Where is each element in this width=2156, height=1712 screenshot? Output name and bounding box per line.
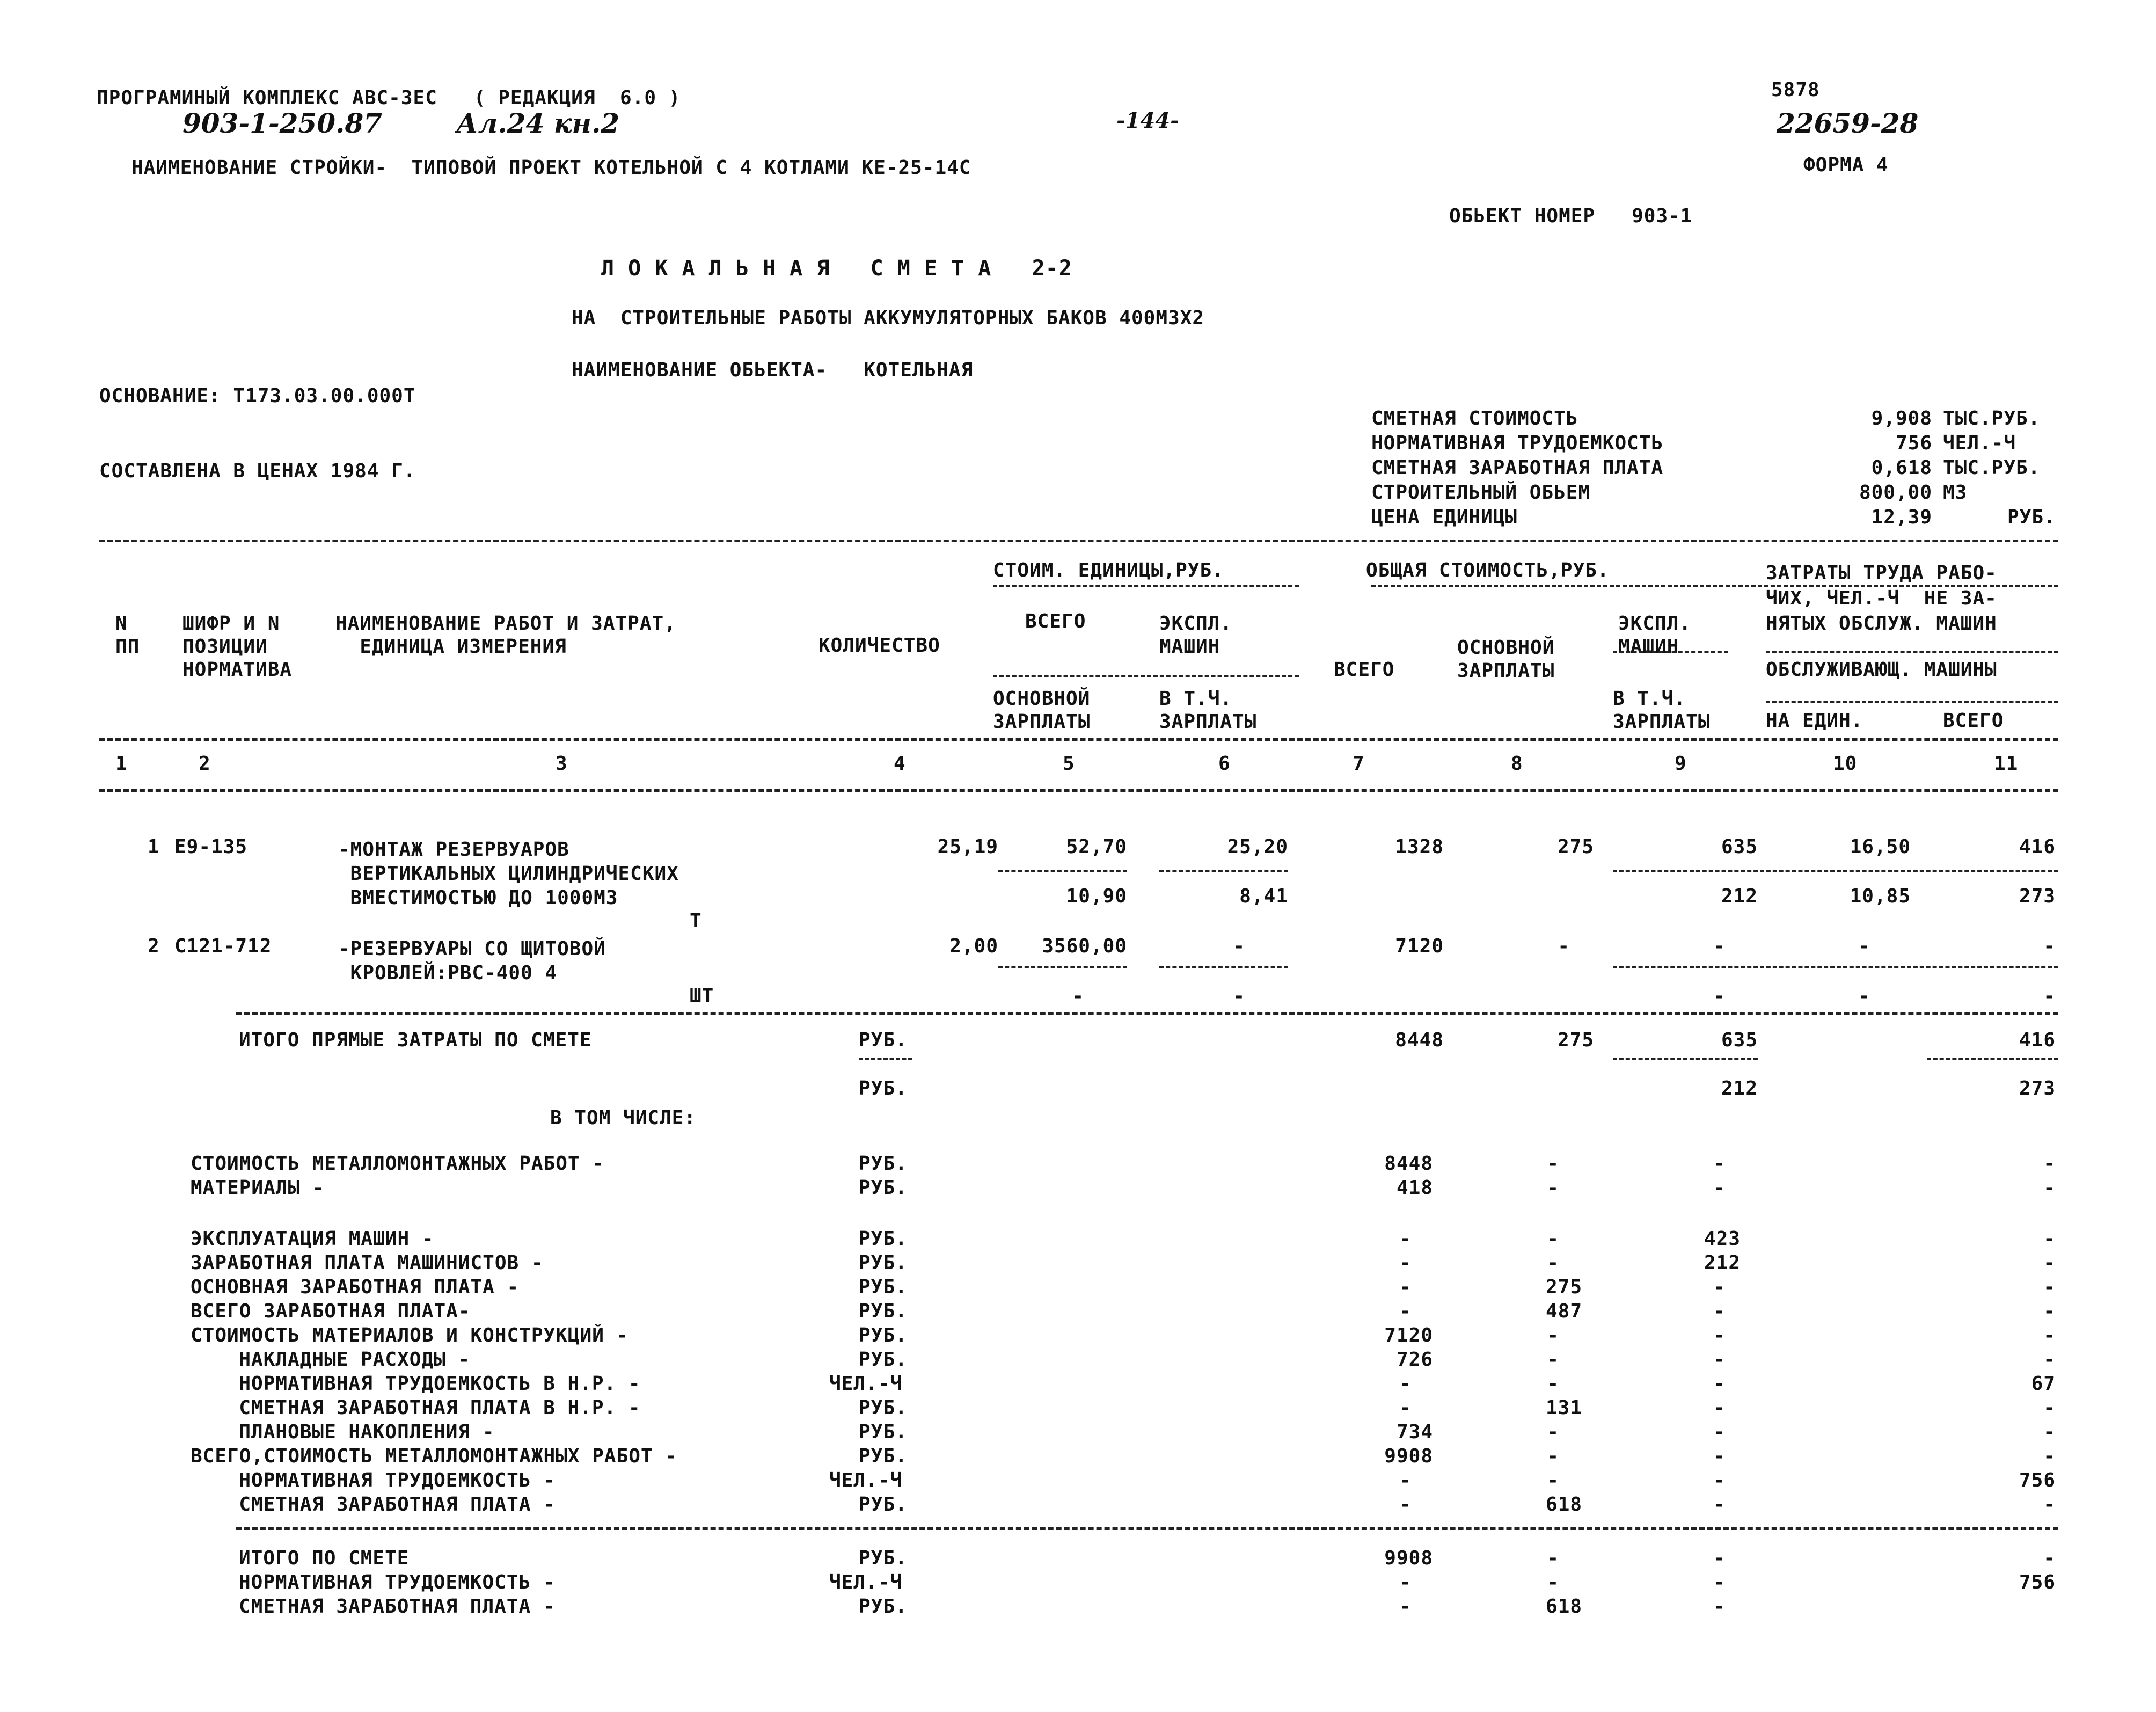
breakdown-unit: РУБ. [859,1153,908,1175]
row-underline [1613,870,2058,872]
program-name: ПРОГРАМИНЫЙ КОМПЛЕКС АВС-3ЕС ( РЕДАКЦИЯ 6.0 ) [97,87,681,109]
breakdown-label: СТОИМОСТЬ МЕТАЛЛОМОНТАЖНЫХ РАБОТ - [191,1153,604,1175]
breakdown-c7: - [1399,1252,1412,1274]
row-c6b: - [1233,985,1245,1007]
breakdown-c9: 212 [1704,1252,1741,1274]
breakdown-c8: - [1547,1153,1559,1175]
totals-c11: 756 [2019,1571,2056,1593]
row-c5b: 10,90 [1066,885,1127,907]
breakdown-c9: - [1713,1373,1726,1395]
breakdown-unit: РУБ. [859,1445,908,1467]
row-c10: - [1858,935,1870,957]
column-number: 5 [1063,753,1075,775]
breakdown-c7: 7120 [1384,1324,1433,1346]
row-c9b: 212 [1721,885,1758,907]
breakdown-unit: РУБ. [859,1177,908,1199]
breakdown-label: НАКЛАДНЫЕ РАСХОДЫ - [215,1349,471,1371]
unit-incl-wage-header: В Т.Ч. ЗАРПЛАТЫ [1159,688,1257,733]
row-qty: 25,19 [937,836,998,858]
breakdown-c11: 67 [2031,1373,2056,1395]
breakdown-c11: 756 [2019,1469,2056,1491]
breakdown-unit: РУБ. [859,1324,908,1346]
row-c10b: 10,85 [1850,885,1911,907]
row-unit: ШТ [690,985,714,1007]
breakdown-c11: - [2043,1494,2056,1516]
rule-header-inner [1371,585,2058,587]
breakdown-unit: РУБ. [859,1228,908,1250]
direct-costs-unit-2: РУБ. [859,1077,908,1099]
total-cost-header: ОБЩАЯ СТОИМОСТЬ,РУБ. [1366,559,1610,581]
breakdown-c7: - [1399,1373,1412,1395]
breakdown-label: НОРМАТИВНАЯ ТРУДОЕМКОСТЬ - [215,1469,556,1491]
object-number: ОБЬЕКТ НОМЕР 903-1 [1449,205,1693,227]
breakdown-c8: - [1547,1373,1559,1395]
breakdown-label: НОРМАТИВНАЯ ТРУДОЕМКОСТЬ В Н.Р. - [215,1373,641,1395]
direct-costs-c8: 275 [1557,1029,1594,1051]
totals-c9: - [1713,1571,1726,1593]
column-number: 7 [1353,753,1365,775]
object-name: НАИМЕНОВАНИЕ ОБЬЕКТА- КОТЕЛЬНАЯ [572,359,974,381]
direct-costs-c7: 8448 [1395,1029,1444,1051]
totals-c7: - [1399,1571,1412,1593]
summary-label: СМЕТНАЯ СТОИМОСТЬ [1371,407,1578,429]
totals-c7: - [1399,1596,1412,1618]
rule-header-inner [1766,651,2058,653]
unit-cost-header: СТОИМ. ЕДИНИЦЫ,РУБ. [993,559,1224,581]
totals-c8: - [1547,1571,1559,1593]
breakdown-unit: ЧЕЛ.-Ч [829,1469,903,1491]
breakdown-c8: - [1547,1445,1559,1467]
total-machines-header: ЭКСПЛ. МАШИН [1618,613,1692,658]
totals-unit: РУБ. [859,1547,908,1569]
breakdown-label: СМЕТНАЯ ЗАРАБОТНАЯ ПЛАТА В Н.Р. - [215,1397,641,1419]
including-label: В ТОМ ЧИСЛЕ: [550,1107,697,1129]
summary-unit: М3 [1943,482,1968,504]
breakdown-c11: - [2043,1324,2056,1346]
rule-rows-bottom [236,1012,2058,1015]
labor-service-header: ОБСЛУЖИВАЮЩ. МАШИНЫ [1766,659,1997,681]
unit-machines-header: ЭКСПЛ. МАШИН [1159,613,1233,658]
breakdown-c7: 726 [1396,1349,1433,1371]
summary-label: СТРОИТЕЛЬНЫЙ ОБЬЕМ [1371,482,1591,504]
row-c11: 416 [2019,836,2056,858]
col-num-header: N ПП [115,613,140,658]
breakdown-unit: РУБ. [859,1300,908,1322]
rule-totals-top [236,1527,2058,1530]
summary-label: СМЕТНАЯ ЗАРАБОТНАЯ ПЛАТА [1371,457,1664,479]
breakdown-unit: РУБ. [859,1397,908,1419]
breakdown-label: СМЕТНАЯ ЗАРАБОТНАЯ ПЛАТА - [215,1494,556,1516]
totals-unit: РУБ. [859,1596,908,1618]
row-underline [998,870,1127,872]
breakdown-label: ВСЕГО,СТОИМОСТЬ МЕТАЛЛОМОНТАЖНЫХ РАБОТ - [191,1445,677,1467]
summary-value: 0,618 [1871,457,1932,479]
breakdown-c11: - [2043,1228,2056,1250]
row-c9b: - [1713,985,1726,1007]
direct-costs-c11b: 273 [2019,1077,2056,1099]
breakdown-c9: - [1713,1324,1726,1346]
breakdown-c7: 734 [1396,1421,1433,1443]
page-number: -144- [1116,108,1179,133]
breakdown-c9: - [1713,1445,1726,1467]
breakdown-c9: - [1713,1177,1726,1199]
direct-costs-label: ИТОГО ПРЯМЫЕ ЗАТРАТЫ ПО СМЕТЕ [239,1029,592,1051]
document-subtitle: НА СТРОИТЕЛЬНЫЕ РАБОТЫ АККУМУЛЯТОРНЫХ БАКОВ 400М3Х2 [572,307,1205,329]
row-name: -РЕЗЕРВУАРЫ СО ЩИТОВОЙ КРОВЛЕЙ:РВС-400 4 [338,938,606,984]
col-name-header: НАИМЕНОВАНИЕ РАБОТ И ЗАТРАТ, ЕДИНИЦА ИЗМЕРЕНИЯ [335,613,676,658]
breakdown-c9: 423 [1704,1228,1741,1250]
column-number: 3 [556,753,568,775]
row-c11b: 273 [2019,885,2056,907]
breakdown-label: ВСЕГО ЗАРАБОТНАЯ ПЛАТА- [191,1300,471,1322]
breakdown-label: ЭКСПЛУАТАЦИЯ МАШИН - [191,1228,434,1250]
rule-header-inner [1613,651,1728,653]
breakdown-c8: - [1547,1252,1559,1274]
column-number: 9 [1675,753,1687,775]
breakdown-c11: - [2043,1177,2056,1199]
breakdown-c11: - [2043,1153,2056,1175]
summary-unit: РУБ. [2007,506,2056,528]
breakdown-c9: - [1713,1349,1726,1371]
labor-header: ЗАТРАТЫ ТРУДА РАБО- ЧИХ, ЧЕЛ.-Ч НЕ ЗА- НЯТЫХ ОБСЛУЖ. МАШИН [1766,562,1997,635]
row-underline [1927,1058,2058,1060]
breakdown-c11: - [2043,1349,2056,1371]
breakdown-c9: - [1713,1276,1726,1298]
row-c8: 275 [1557,836,1594,858]
row-unit: Т [690,910,702,932]
row-c8: - [1558,935,1570,957]
column-number: 1 [115,753,128,775]
rule-header-inner [993,675,1299,677]
summary-value: 9,908 [1871,407,1932,429]
rule-header-inner [1766,701,2058,703]
construction-name: НАИМЕНОВАНИЕ СТРОЙКИ- ТИПОВОЙ ПРОЕКТ КОТЕЛЬНОЙ С 4 КОТЛАМИ КЕ-25-14С [131,157,971,179]
row-number: 1 [148,836,160,858]
direct-costs-c11: 416 [2019,1029,2056,1051]
rule-numbers-bottom [99,789,2058,792]
breakdown-c8: 487 [1546,1300,1583,1322]
total-all-header: ВСЕГО [1334,659,1395,681]
row-c6: - [1233,935,1245,957]
breakdown-c11: - [2043,1445,2056,1467]
summary-value: 756 [1895,432,1932,454]
totals-c8: - [1547,1547,1559,1569]
summary-unit: ЧЕЛ.-Ч [1943,432,2016,454]
row-c7: 1328 [1395,836,1444,858]
breakdown-c7: - [1399,1494,1412,1516]
breakdown-c8: 618 [1546,1494,1583,1516]
breakdown-c7: - [1399,1276,1412,1298]
doc-code-handwritten: 22659-28 [1777,107,1919,139]
breakdown-c8: - [1547,1324,1559,1346]
breakdown-c11: - [2043,1421,2056,1443]
row-c5: 3560,00 [1042,935,1127,957]
row-c9: 635 [1721,836,1758,858]
breakdown-c7: - [1399,1469,1412,1491]
unit-base-wage-header: ОСНОВНОЙ ЗАРПЛАТЫ [993,688,1091,733]
handwritten-sheet-ref: Ал.24 кн.2 [456,107,620,139]
breakdown-unit: РУБ. [859,1349,908,1371]
row-qty: 2,00 [949,935,998,957]
breakdown-c7: - [1399,1300,1412,1322]
totals-label: СМЕТНАЯ ЗАРАБОТНАЯ ПЛАТА - [239,1596,556,1618]
breakdown-unit: РУБ. [859,1252,908,1274]
totals-c11: - [2043,1547,2056,1569]
column-number: 6 [1218,753,1231,775]
breakdown-label: ПЛАНОВЫЕ НАКОПЛЕНИЯ - [215,1421,495,1443]
totals-c7: 9908 [1384,1547,1433,1569]
breakdown-unit: РУБ. [859,1276,908,1298]
row-underline [1613,1058,1758,1060]
row-c11b: - [2043,985,2056,1007]
summary-value: 12,39 [1871,506,1932,528]
totals-unit: ЧЕЛ.-Ч [829,1571,903,1593]
breakdown-c7: 8448 [1384,1153,1433,1175]
totals-label: ИТОГО ПО СМЕТЕ [239,1547,410,1569]
breakdown-c8: - [1547,1421,1559,1443]
rule-header-bottom [99,738,2058,741]
summary-label: НОРМАТИВНАЯ ТРУДОЕМКОСТЬ [1371,432,1664,454]
breakdown-c9: - [1713,1469,1726,1491]
breakdown-unit: ЧЕЛ.-Ч [829,1373,903,1395]
col-qty-header: КОЛИЧЕСТВО [818,635,940,657]
row-c6b: 8,41 [1239,885,1288,907]
direct-costs-c9b: 212 [1721,1077,1758,1099]
breakdown-c8: - [1547,1177,1559,1199]
row-underline [1159,870,1288,872]
breakdown-c9: - [1713,1153,1726,1175]
labor-total-header: ВСЕГО [1943,710,2004,732]
row-c10b: - [1858,985,1870,1007]
breakdown-c7: 418 [1396,1177,1433,1199]
totals-c9: - [1713,1596,1726,1618]
breakdown-label: СТОИМОСТЬ МАТЕРИАЛОВ И КОНСТРУКЦИЙ - [191,1324,629,1346]
totals-c9: - [1713,1547,1726,1569]
form-label: ФОРМА 4 [1803,154,1889,176]
summary-value: 800,00 [1859,482,1932,504]
row-name: -МОНТАЖ РЕЗЕРВУАРОВ ВЕРТИКАЛЬНЫХ ЦИЛИНДРИЧЕСКИХ ВМЕСТИМОСТЬЮ ДО 1000М3 [338,839,679,909]
breakdown-c11: - [2043,1252,2056,1274]
row-number: 2 [148,935,160,957]
row-underline [1613,966,2058,968]
row-c11: - [2043,935,2056,957]
summary-unit: ТЫС.РУБ. [1943,457,2041,479]
breakdown-c11: - [2043,1300,2056,1322]
breakdown-c11: - [2043,1276,2056,1298]
direct-costs-unit: РУБ. [859,1029,908,1051]
row-underline [1159,966,1288,968]
breakdown-c7: - [1399,1228,1412,1250]
column-number: 10 [1833,753,1858,775]
row-c6: 25,20 [1227,836,1288,858]
total-base-wage-header: ОСНОВНОЙ ЗАРПЛАТЫ [1457,637,1555,682]
column-number: 11 [1994,753,2019,775]
unit-underline [859,1058,912,1060]
breakdown-c9: - [1713,1300,1726,1322]
summary-unit: ТЫС.РУБ. [1943,407,2041,429]
doc-code-top: 5878 [1771,79,1820,101]
breakdown-c7: - [1399,1397,1412,1419]
column-number: 8 [1511,753,1523,775]
row-c9: - [1713,935,1726,957]
breakdown-c11: - [2043,1397,2056,1419]
breakdown-c8: 131 [1546,1397,1583,1419]
breakdown-unit: РУБ. [859,1494,908,1516]
breakdown-c8: - [1547,1349,1559,1371]
breakdown-c8: 275 [1546,1276,1583,1298]
labor-per-unit-header: НА ЕДИН. [1766,710,1863,732]
total-incl-wage-header: В Т.Ч. ЗАРПЛАТЫ [1613,688,1711,733]
breakdown-label: ОСНОВНАЯ ЗАРАБОТНАЯ ПЛАТА - [191,1276,520,1298]
row-c10: 16,50 [1850,836,1911,858]
summary-label: ЦЕНА ЕДИНИЦЫ [1371,506,1518,528]
breakdown-c8: - [1547,1228,1559,1250]
totals-label: НОРМАТИВНАЯ ТРУДОЕМКОСТЬ - [239,1571,556,1593]
breakdown-c9: - [1713,1421,1726,1443]
row-code: С121-712 [174,935,272,957]
breakdown-c9: - [1713,1397,1726,1419]
document-title: Л О К А Л Ь Н А Я С М Е Т А 2-2 [601,256,1072,281]
col-code-header: ШИФР И N ПОЗИЦИИ НОРМАТИВА [182,613,293,681]
totals-c8: 618 [1546,1596,1583,1618]
row-code: Е9-135 [174,836,248,858]
direct-costs-c9: 635 [1721,1029,1758,1051]
breakdown-label: ЗАРАБОТНАЯ ПЛАТА МАШИНИСТОВ - [191,1252,544,1274]
unit-total-header: ВСЕГО [1025,610,1086,632]
rule-header-inner [993,585,1299,587]
breakdown-unit: РУБ. [859,1421,908,1443]
row-c7: 7120 [1395,935,1444,957]
breakdown-c8: - [1547,1469,1559,1491]
basis: ОСНОВАНИЕ: Т173.03.00.000Т [99,385,416,407]
row-c5: 52,70 [1066,836,1127,858]
breakdown-label: МАТЕРИАЛЫ - [191,1177,325,1199]
handwritten-project-ref: 903-1-250.87 [182,107,383,139]
breakdown-c9: - [1713,1494,1726,1516]
row-underline [998,966,1127,968]
price-base: СОСТАВЛЕНА В ЦЕНАХ 1984 Г. [99,460,416,482]
column-number: 2 [199,753,211,775]
row-c5b: - [1072,985,1084,1007]
breakdown-c7: 9908 [1384,1445,1433,1467]
column-number: 4 [894,753,906,775]
rule-top [99,540,2058,542]
